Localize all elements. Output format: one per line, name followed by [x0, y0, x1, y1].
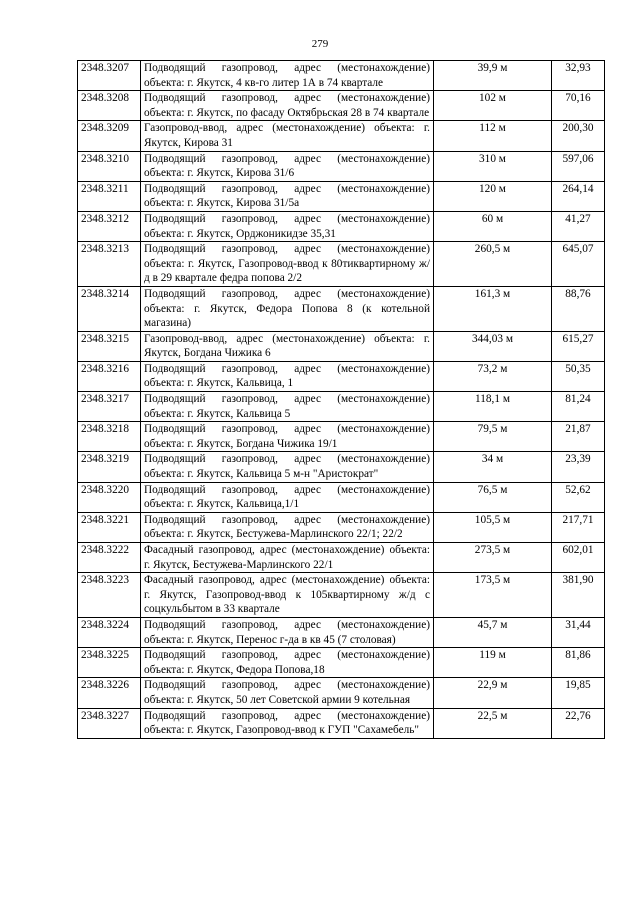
table-row — [78, 617, 605, 647]
row-description-cell: Подводящий газопровод, адрес (местонахождение) объекта: г. Якутск, 4 кв-го литер 1А в 74 квартале — [141, 61, 434, 91]
table-row — [78, 91, 605, 121]
row-value-cell: 217,71 — [552, 512, 605, 542]
row-length-cell: 45,7 м — [434, 617, 552, 647]
row-id-cell: 2348.3215 — [78, 331, 141, 361]
table-row — [78, 151, 605, 181]
row-value-cell: 597,06 — [552, 151, 605, 181]
row-length-cell: 22,9 м — [434, 678, 552, 708]
row-id-cell: 2348.3217 — [78, 392, 141, 422]
row-description-cell: Подводящий газопровод, адрес (местонахождение) объекта: г. Якутск, Федора Попова,18 — [141, 648, 434, 678]
row-id-cell: 2348.3221 — [78, 512, 141, 542]
table-row — [78, 678, 605, 708]
table-row — [78, 543, 605, 573]
row-id-cell: 2348.3218 — [78, 422, 141, 452]
row-description-cell: Подводящий газопровод, адрес (местонахождение) объекта: г. Якутск, Перенос г-да в кв 45 (7 столовая) — [141, 617, 434, 647]
row-description-cell: Подводящий газопровод, адрес (местонахождение) объекта: г. Якутск, Кальвица,1/1 — [141, 482, 434, 512]
row-description-cell: Подводящий газопровод, адрес (местонахождение) объекта: г. Якутск, Кальвица, 1 — [141, 361, 434, 391]
row-value-cell: 50,35 — [552, 361, 605, 391]
table-row — [78, 708, 605, 738]
row-description-cell: Подводящий газопровод, адрес (местонахождение) объекта: г. Якутск, по фасаду Октябрьская 28 в 74 квартале — [141, 91, 434, 121]
table-row — [78, 361, 605, 391]
row-value-cell: 19,85 — [552, 678, 605, 708]
row-length-cell: 60 м — [434, 211, 552, 241]
table-row — [78, 331, 605, 361]
row-value-cell: 381,90 — [552, 573, 605, 618]
table-row — [78, 286, 605, 331]
table-row — [78, 482, 605, 512]
row-description-cell: Подводящий газопровод, адрес (местонахождение) объекта: г. Якутск, Кальвица 5 м-н "Аристократ" — [141, 452, 434, 482]
row-description-cell: Подводящий газопровод, адрес (местонахождение) объекта: г. Якутск, Кирова 31/5а — [141, 181, 434, 211]
table-row — [78, 181, 605, 211]
row-id-cell: 2348.3227 — [78, 708, 141, 738]
row-value-cell: 88,76 — [552, 286, 605, 331]
row-description-cell: Подводящий газопровод, адрес (местонахождение) объекта: г. Якутск, Газопровод-ввод к 80тиквартирному ж/д в 29 квартале федра попова 2/2 — [141, 242, 434, 287]
row-description-cell: Подводящий газопровод, адрес (местонахождение) объекта: г. Якутск, Бестужева-Марлинского 22/1; 22/2 — [141, 512, 434, 542]
row-length-cell: 79,5 м — [434, 422, 552, 452]
row-description-cell: Подводящий газопровод, адрес (местонахождение) объекта: г. Якутск, Кальвица 5 — [141, 392, 434, 422]
row-id-cell: 2348.3225 — [78, 648, 141, 678]
row-value-cell: 32,93 — [552, 61, 605, 91]
row-length-cell: 120 м — [434, 181, 552, 211]
row-length-cell: 273,5 м — [434, 543, 552, 573]
row-length-cell: 102 м — [434, 91, 552, 121]
row-id-cell: 2348.3212 — [78, 211, 141, 241]
table-row — [78, 512, 605, 542]
table-row — [78, 573, 605, 618]
row-id-cell: 2348.3210 — [78, 151, 141, 181]
row-id-cell: 2348.3219 — [78, 452, 141, 482]
row-value-cell: 31,44 — [552, 617, 605, 647]
row-id-cell: 2348.3211 — [78, 181, 141, 211]
row-id-cell: 2348.3216 — [78, 361, 141, 391]
row-description-cell: Подводящий газопровод, адрес (местонахождение) объекта: г. Якутск, 50 лет Советской армии 9 котельная — [141, 678, 434, 708]
table-row — [78, 121, 605, 151]
table-row — [78, 61, 605, 91]
row-description-cell: Подводящий газопровод, адрес (местонахождение) объекта: г. Якутск, Богдана Чижика 19/1 — [141, 422, 434, 452]
row-description-cell: Подводящий газопровод, адрес (местонахождение) объекта: г. Якутск, Газопровод-ввод к ГУП "Сахамебель" — [141, 708, 434, 738]
row-id-cell: 2348.3208 — [78, 91, 141, 121]
row-id-cell: 2348.3213 — [78, 242, 141, 287]
row-description-cell: Подводящий газопровод, адрес (местонахождение) объекта: г. Якутск, Федора Попова 8 (к котельной магазина) — [141, 286, 434, 331]
row-length-cell: 310 м — [434, 151, 552, 181]
row-length-cell: 112 м — [434, 121, 552, 151]
row-id-cell: 2348.3209 — [78, 121, 141, 151]
table-row — [78, 452, 605, 482]
row-length-cell: 76,5 м — [434, 482, 552, 512]
asset-register-table — [77, 60, 605, 739]
row-id-cell: 2348.3223 — [78, 573, 141, 618]
row-length-cell: 260,5 м — [434, 242, 552, 287]
row-description-cell: Подводящий газопровод, адрес (местонахождение) объекта: г. Якутск, Орджоникидзе 35,31 — [141, 211, 434, 241]
row-description-cell: Газопровод-ввод, адрес (местонахождение) объекта: г. Якутск, Богдана Чижика 6 — [141, 331, 434, 361]
row-description-cell: Подводящий газопровод, адрес (местонахождение) объекта: г. Якутск, Кирова 31/6 — [141, 151, 434, 181]
row-value-cell: 81,24 — [552, 392, 605, 422]
table-row — [78, 648, 605, 678]
row-id-cell: 2348.3224 — [78, 617, 141, 647]
table-body — [78, 61, 605, 739]
row-length-cell: 73,2 м — [434, 361, 552, 391]
row-length-cell: 118,1 м — [434, 392, 552, 422]
row-value-cell: 645,07 — [552, 242, 605, 287]
table-row — [78, 422, 605, 452]
page-number: 279 — [311, 38, 329, 50]
row-length-cell: 105,5 м — [434, 512, 552, 542]
row-value-cell: 70,16 — [552, 91, 605, 121]
row-length-cell: 161,3 м — [434, 286, 552, 331]
row-value-cell: 41,27 — [552, 211, 605, 241]
row-length-cell: 173,5 м — [434, 573, 552, 618]
table-row — [78, 392, 605, 422]
table-row — [78, 211, 605, 241]
row-length-cell: 22,5 м — [434, 708, 552, 738]
row-id-cell: 2348.3222 — [78, 543, 141, 573]
row-value-cell: 200,30 — [552, 121, 605, 151]
row-value-cell: 602,01 — [552, 543, 605, 573]
table-row — [78, 242, 605, 287]
row-id-cell: 2348.3214 — [78, 286, 141, 331]
row-value-cell: 22,76 — [552, 708, 605, 738]
row-value-cell: 264,14 — [552, 181, 605, 211]
row-value-cell: 615,27 — [552, 331, 605, 361]
row-value-cell: 52,62 — [552, 482, 605, 512]
row-value-cell: 23,39 — [552, 452, 605, 482]
row-length-cell: 344,03 м — [434, 331, 552, 361]
row-length-cell: 39,9 м — [434, 61, 552, 91]
row-value-cell: 21,87 — [552, 422, 605, 452]
row-length-cell: 119 м — [434, 648, 552, 678]
row-value-cell: 81,86 — [552, 648, 605, 678]
row-description-cell: Фасадный газопровод, адрес (местонахождение) объекта: г. Якутск, Газопровод-ввод к 105квартирному ж/д с соцкульбытом в 33 квартале — [141, 573, 434, 618]
row-id-cell: 2348.3226 — [78, 678, 141, 708]
row-description-cell: Газопровод-ввод, адрес (местонахождение) объекта: г. Якутск, Кирова 31 — [141, 121, 434, 151]
row-length-cell: 34 м — [434, 452, 552, 482]
row-id-cell: 2348.3220 — [78, 482, 141, 512]
row-id-cell: 2348.3207 — [78, 61, 141, 91]
row-description-cell: Фасадный газопровод, адрес (местонахождение) объекта: г. Якутск, Бестужева-Марлинского 22/1 — [141, 543, 434, 573]
